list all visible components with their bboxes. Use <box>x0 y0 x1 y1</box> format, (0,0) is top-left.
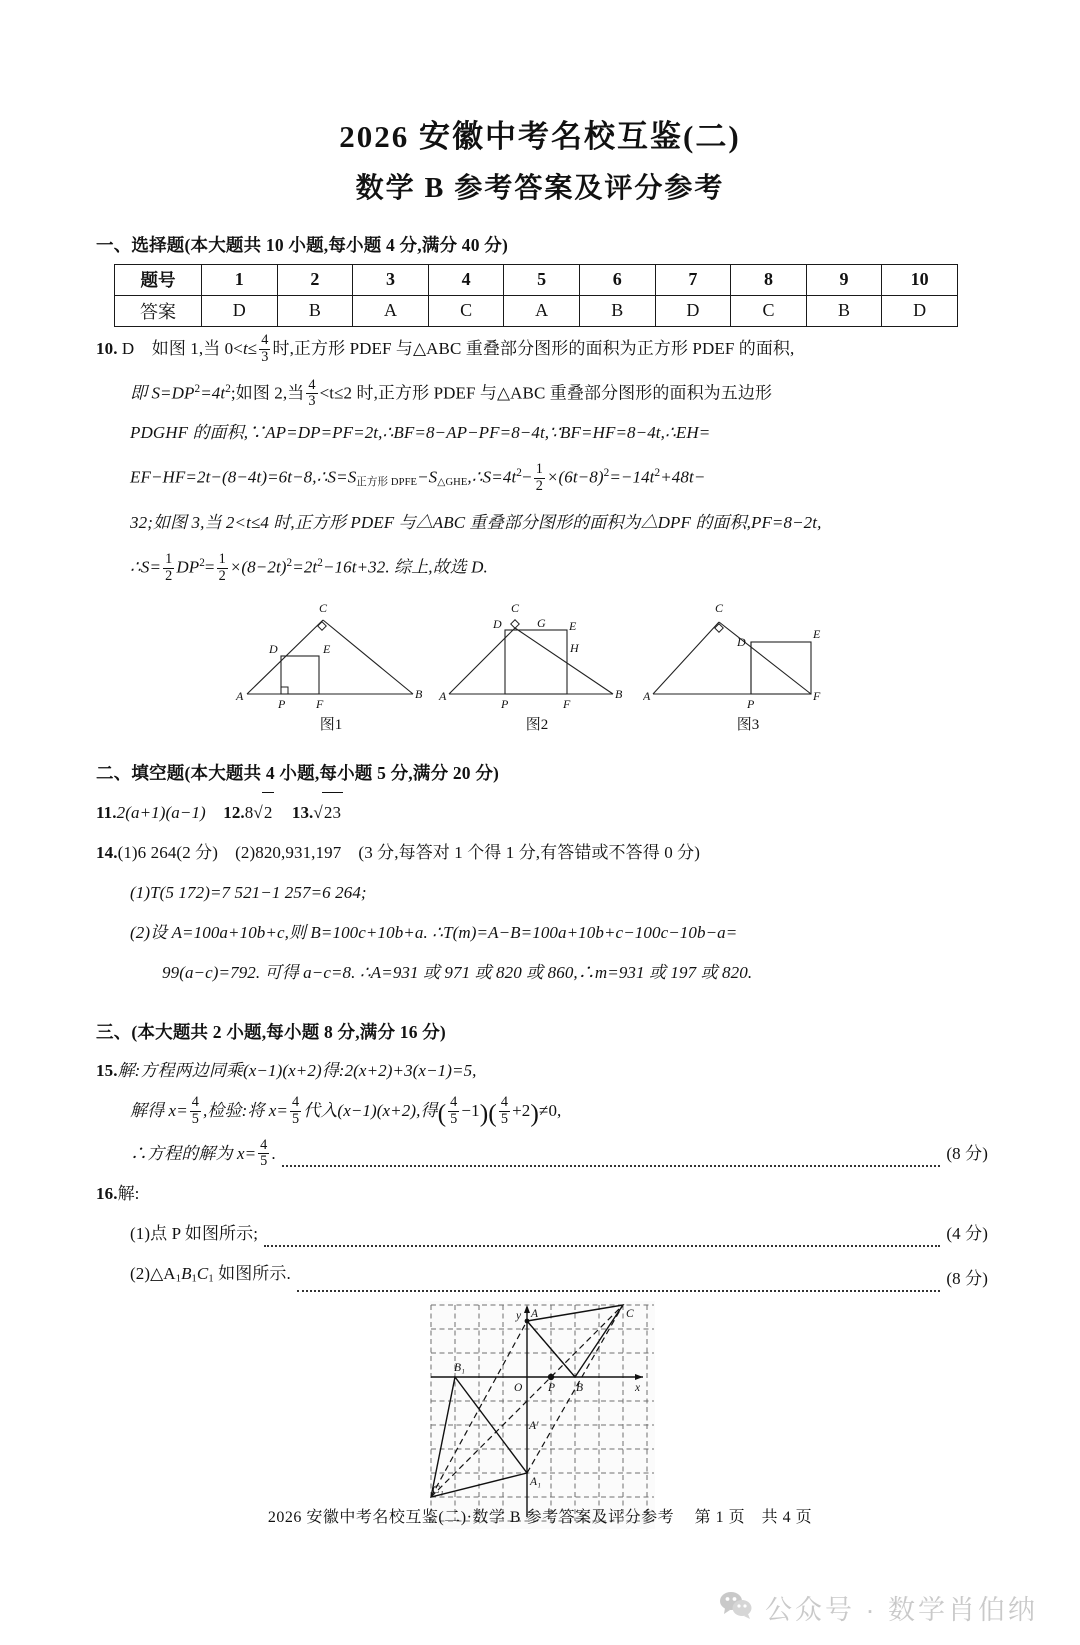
page-footer <box>0 1504 1080 1527</box>
q10-line-1 <box>96 329 988 369</box>
figure-2-label-B: B <box>615 687 623 702</box>
dotted-leader-1 <box>282 1165 941 1167</box>
q15-l3a: ∴方程的解为 x= <box>130 1143 257 1163</box>
q10-line-5 <box>96 503 988 543</box>
table-cell-q8: 8 <box>731 264 807 295</box>
q15-l2e: +2 <box>512 1101 531 1121</box>
q10-lt: < <box>233 338 243 358</box>
q10-l4e2: 2 <box>603 467 610 480</box>
table-row-answers <box>115 295 958 326</box>
figure-2-svg <box>437 594 637 712</box>
table-cell-a2: B <box>277 295 353 326</box>
figure-1-label-E: E <box>323 642 331 657</box>
q14-number: 14. <box>96 843 118 863</box>
figure-3-caption: 图3 <box>736 717 760 734</box>
q15-frac-4-5-e: $\frac{4}{5}$ <box>260 1137 268 1170</box>
figure-2-label-D: D <box>493 617 502 632</box>
q16-line-2 <box>96 1254 988 1299</box>
q15-frac-4-5-b: $\frac{4}{5}$ <box>292 1094 300 1127</box>
q15-score: (8 分) <box>946 1143 988 1163</box>
q16-l1-score: (4 分) <box>946 1223 988 1243</box>
page-title-sub: 数学 B 参考答案及评分参考 <box>355 172 725 204</box>
watermark-text: 公众号 · 数学肖伯纳 <box>765 1595 1038 1625</box>
grid-label-C: C <box>625 1307 634 1320</box>
q15-frac-4-5-a: $\frac{4}{5}$ <box>191 1094 200 1127</box>
q16-l2-score: (8 分) <box>946 1268 988 1288</box>
table-cell-a8: C <box>731 295 807 326</box>
figure-3 <box>643 594 853 734</box>
figure-3-label-C: C <box>715 601 724 616</box>
q14-line-head <box>96 833 988 873</box>
q14-line-1 <box>96 873 988 913</box>
point-A-marker <box>524 1319 529 1324</box>
q12-radical: √2 <box>253 792 274 833</box>
q10-l6e1: 2 <box>199 557 205 570</box>
q10-l6e2: 2 <box>286 557 293 570</box>
q10-l4e: ×(6t−8) <box>546 468 604 488</box>
q15-paren-close-2: ) <box>530 1098 540 1128</box>
q14-l2: (2)设 A=100a+10b+c,则 B=100c+10b+a. ∴T(m)=A−B=100a+10b+c−100c−10b−a= <box>130 923 738 943</box>
table-header-question: 题号 <box>115 264 202 295</box>
table-cell-a3: A <box>353 295 429 326</box>
figure-1-label-C: C <box>319 601 328 616</box>
coordinate-grid-svg <box>430 1301 655 1529</box>
figure-3-svg <box>643 594 853 712</box>
figure-2-label-E: E <box>569 619 577 634</box>
figure-2-label-H: H <box>570 641 579 656</box>
q10-line-4 <box>96 453 988 503</box>
figure-3-label-F: F <box>813 689 821 704</box>
q10-var-t: t <box>242 338 248 358</box>
table-cell-q1: 1 <box>202 264 278 295</box>
q10-l6a: ∴S= <box>130 558 162 578</box>
figure-3-label-A: A <box>643 689 651 704</box>
table-cell-a9: B <box>806 295 882 326</box>
q15-l1: 解:方程两边同乘(x−1)(x+2)得:2(x+2)+3(x−1)=5, <box>117 1061 477 1081</box>
q16-l2s2: 1 <box>191 1272 197 1284</box>
q10-line-2 <box>96 369 988 414</box>
q12-coef: 8 <box>244 803 254 823</box>
figure-2-caption: 图2 <box>525 717 549 734</box>
point-P-marker <box>547 1374 553 1380</box>
table-header-answer: 答案 <box>115 295 202 326</box>
page-title-main: 2026 安徽中考名校互鉴(二) <box>339 119 741 154</box>
q15-number: 15. <box>96 1061 118 1081</box>
q16-line-head <box>96 1174 988 1214</box>
figure-3-label-P: P <box>747 697 755 712</box>
figure-1-svg <box>231 594 431 712</box>
q10-frac-1-2: $\frac{1}{2}$ <box>535 461 543 494</box>
q16-l2d: 如图所示. <box>213 1263 291 1283</box>
table-cell-q9: 9 <box>806 264 882 295</box>
q12-number: 12. <box>223 803 245 823</box>
q10-frac2-4-3: $\frac{4}{3}$ <box>308 376 316 410</box>
figure-3-label-D: D <box>737 635 746 650</box>
table-cell-a6: B <box>579 295 655 326</box>
q10-explanation <box>96 329 988 588</box>
q10-l4s2: △GHE <box>437 477 468 489</box>
q15-line-2 <box>96 1091 988 1134</box>
q15-l2a: 解得 x= <box>130 1101 188 1121</box>
q13-radical: √23 <box>313 792 343 833</box>
dotted-leader-2 <box>264 1245 940 1247</box>
q10-frac-1-2-c: $\frac{1}{2}$ <box>218 551 226 584</box>
answer-sheet-page <box>0 118 1080 1645</box>
coordinate-grid-figure <box>96 1301 988 1529</box>
table-cell-q3: 3 <box>353 264 429 295</box>
q10-l4s1: 正方形 DPFE <box>356 477 418 489</box>
q10-l2e2: 2 <box>225 382 231 395</box>
figure-2-label-C: C <box>511 601 520 616</box>
grid-label-A-prime: A′ <box>528 1419 539 1432</box>
q16-l2b: B <box>181 1263 192 1283</box>
q10-l4c: ,∴S=4t <box>467 468 517 488</box>
footer-text: 2026 安徽中考名校互鉴(二)·数学 B 参考答案及评分参考 <box>267 1509 675 1526</box>
q10-le: ≤ <box>247 338 258 358</box>
document-body <box>0 232 1080 1529</box>
figure-1-label-A: A <box>236 689 244 704</box>
figure-2 <box>437 594 637 734</box>
q14-l3: 99(a−c)=792. 可得 a−c=8. ∴A=931 或 971 或 820 或 860,∴m=931 或 197 或 820. <box>162 963 753 983</box>
q10-l4f: =−14t <box>609 468 655 488</box>
figure-1-caption: 图1 <box>319 717 343 734</box>
section-2-answers <box>96 792 988 993</box>
grid-label-A1: A₁ <box>529 1475 541 1488</box>
table-cell-a5: A <box>504 295 580 326</box>
q10-l4a: EF−HF=2t−(8−4t)=6t−8,∴S=S <box>130 468 357 488</box>
footer-page-number: 第 1 页 共 4 页 <box>694 1509 813 1526</box>
q10-l4g: +48t− <box>660 468 706 488</box>
q15-line-3 <box>96 1134 988 1174</box>
q10-l2c: ;如图 2,当 <box>230 383 305 403</box>
table-cell-a10: D <box>882 295 958 326</box>
q15-frac-4-5-c: $\frac{4}{5}$ <box>450 1094 458 1127</box>
q11-q13-line <box>96 792 988 833</box>
q10-l6e: =2t <box>292 558 318 578</box>
q15-paren-open-1: ( <box>437 1098 447 1128</box>
q16-number: 16. <box>96 1183 118 1203</box>
figure-1-label-D: D <box>269 642 278 657</box>
dotted-leader-3 <box>297 1290 941 1292</box>
table-cell-q5: 5 <box>504 264 580 295</box>
grid-label-x: x <box>634 1381 640 1394</box>
figure-2-label-P: P <box>501 697 509 712</box>
q10-number: 10. <box>96 338 118 358</box>
q15-l2c: 代入(x−1)(x+2),得 <box>303 1101 438 1121</box>
q16-l2c: C <box>196 1263 209 1283</box>
section-2-heading: 二、填空题(本大题共 4 小题,每小题 5 分,满分 20 分) <box>96 763 500 784</box>
grid-label-P: P <box>547 1381 555 1394</box>
q15-l2f: ≠0, <box>539 1101 562 1121</box>
q16-head: 解: <box>117 1183 140 1203</box>
q15-paren-open-2: ( <box>488 1098 497 1128</box>
table-cell-a1: D <box>202 295 278 326</box>
figure-2-label-F: F <box>563 697 571 712</box>
table-cell-a4: C <box>428 295 504 326</box>
q15-line-1 <box>96 1051 988 1091</box>
q10-l5: 32;如图 3,当 2<t≤4 时,正方形 PDEF 与△ABC 重叠部分图形的面积为△DPF 的面积,PF=8−2t, <box>130 513 822 533</box>
figure-3-label-E: E <box>813 627 821 642</box>
q10-l4d: − <box>522 468 532 488</box>
table-cell-q6: 6 <box>579 264 655 295</box>
q11-number: 11. <box>96 803 117 823</box>
grid-label-B1: B₁ <box>453 1361 465 1374</box>
table-row-questions <box>115 264 958 295</box>
q13-number: 13. <box>291 803 314 823</box>
q16-l2s3: 1 <box>208 1272 214 1284</box>
q15-paren-close-1: ) <box>479 1098 489 1128</box>
q16-l2s1: 1 <box>175 1272 182 1284</box>
table-cell-q7: 7 <box>655 264 731 295</box>
figure-1 <box>231 594 431 734</box>
table-cell-q4: 4 <box>428 264 504 295</box>
q10-l4e1: 2 <box>516 467 522 480</box>
q10-l2b: =4t <box>200 383 226 403</box>
table-cell-q10: 10 <box>882 264 958 295</box>
geometry-figures <box>96 594 988 734</box>
q10-text-c: 时,正方形 PDEF 与△ABC 重叠部分图形的面积为正方形 PDEF 的面积, <box>272 338 795 358</box>
q10-l2d: <t≤2 时,正方形 PDEF 与△ABC 重叠部分图形的面积为五边形 <box>319 383 773 403</box>
table-cell-q2: 2 <box>277 264 353 295</box>
q14-l1: (1)T(5 172)=7 521−1 257=6 264; <box>130 883 367 903</box>
wechat-icon <box>719 1591 753 1624</box>
q10-l6c: = <box>204 558 215 578</box>
section-3-answers <box>96 1051 988 1299</box>
q10-l6f: −16t+32. 综上,故选 D. <box>322 558 488 578</box>
grid-label-A: A <box>530 1307 538 1320</box>
q15-l3b: . <box>271 1143 276 1163</box>
section-1-heading: 一、选择题(本大题共 10 小题,每小题 4 分,满分 40 分) <box>96 234 509 255</box>
q10-l6b: DP <box>176 558 200 578</box>
q10-frac-1-2-b: $\frac{1}{2}$ <box>165 551 173 584</box>
q14-line-3 <box>96 953 988 993</box>
q10-text-a: 如图 1,当 0 <box>151 338 234 358</box>
q10-line-6 <box>96 543 988 588</box>
q10-l6d: ×(8−2t) <box>229 558 287 578</box>
q10-l4b: −S <box>417 468 438 488</box>
watermark <box>719 1588 1038 1627</box>
q10-l4e3: 2 <box>654 467 661 480</box>
q15-l2d: −1 <box>461 1101 480 1121</box>
q10-l6e3: 2 <box>317 557 323 570</box>
q14-head: (1)6 264(2 分) (2)820,931,197 (3 分,每答对 1 个得 1 分,有答错或不答得 0 分) <box>117 843 701 863</box>
q16-line-1 <box>96 1214 988 1254</box>
figure-1-label-B: B <box>415 687 423 702</box>
q11-answer: 2(a+1)(a−1) <box>116 803 206 823</box>
q10-l2e1: 2 <box>194 382 201 395</box>
figure-1-label-F: F <box>316 697 324 712</box>
q10-l2a: 即 S=DP <box>130 383 195 403</box>
q10-frac-4-3: $\frac{4}{3}$ <box>261 332 269 365</box>
answer-table <box>114 264 958 327</box>
grid-label-O: O <box>513 1381 522 1394</box>
grid-label-C1: C₁ <box>431 1483 444 1496</box>
section-3-heading: 三、(本大题共 2 小题,每小题 8 分,满分 16 分) <box>96 1022 446 1043</box>
q10-line-3 <box>96 413 988 453</box>
q10-choice: D <box>121 338 135 358</box>
q16-l1: (1)点 P 如图所示; <box>130 1223 259 1243</box>
grid-label-B: B <box>575 1381 583 1394</box>
figure-2-label-G: G <box>537 616 546 631</box>
q15-l2b: ,检验:将 x= <box>203 1101 288 1121</box>
grid-label-y: y <box>515 1309 521 1322</box>
figure-2-label-A: A <box>439 689 447 704</box>
q14-line-2 <box>96 913 988 953</box>
q10-l3: PDGHF 的面积,∵AP=DP=PF=2t,∴BF=8−AP−PF=8−4t,∵BF=HF=8−4t,∴EH= <box>130 423 711 443</box>
table-cell-a7: D <box>655 295 731 326</box>
q15-frac-4-5-d: $\frac{4}{5}$ <box>500 1094 509 1127</box>
figure-1-label-P: P <box>278 697 286 712</box>
q16-l2a: (2)△A <box>130 1263 176 1283</box>
